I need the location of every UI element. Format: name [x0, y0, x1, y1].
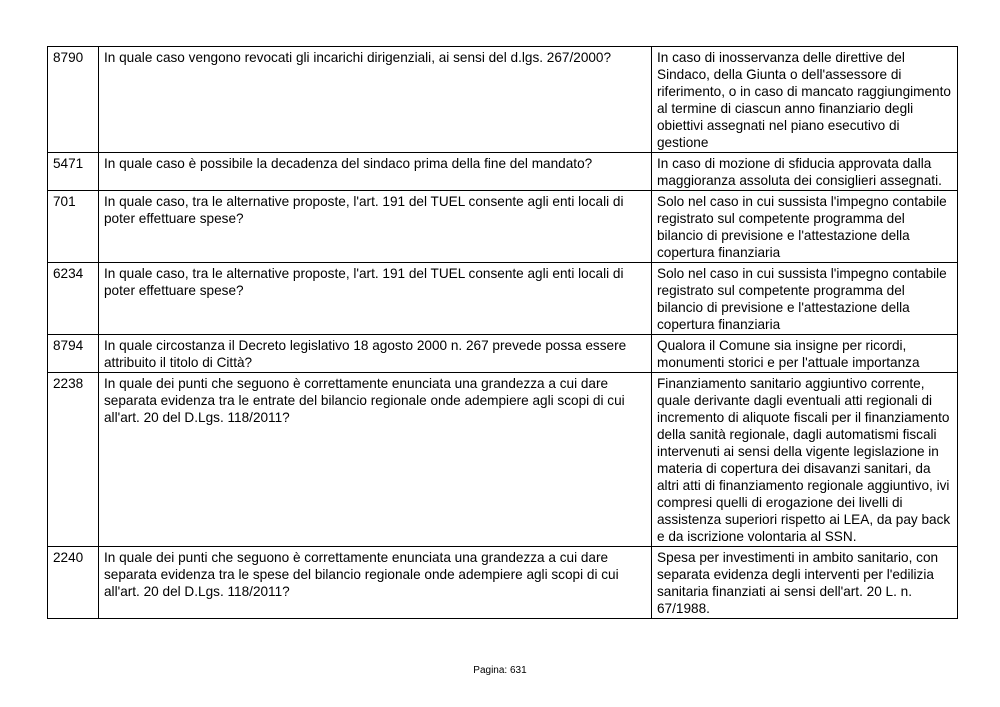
- question-text: In quale dei punti che seguono è correttamente enunciata una grandezza a cui dare separata evidenza tra le entrate del bilancio regionale onde adempiere agli scopi di cui all'art. 20 del D.Lgs. 118/2011?: [99, 373, 652, 547]
- answer-text: In caso di inosservanza delle direttive del Sindaco, della Giunta o dell'assessore di riferimento, o in caso di mancato raggiungimento al termine di ciascun anno finanziario degli obiettivi assegnati nel piano esecutivo di gestione: [652, 47, 958, 153]
- question-id: 8794: [48, 335, 99, 373]
- question-id: 701: [48, 191, 99, 263]
- table-row: [48, 47, 958, 153]
- answer-text: Spesa per investimenti in ambito sanitario, con separata evidenza degli interventi per l'edilizia sanitaria finanziati ai sensi dell'art. 20 L. n. 67/1988.: [652, 547, 958, 619]
- question-id: 5471: [48, 153, 99, 191]
- table-row: [48, 335, 958, 373]
- question-text: In quale circostanza il Decreto legislativo 18 agosto 2000 n. 267 prevede possa essere attribuito il titolo di Città?: [99, 335, 652, 373]
- question-text: In quale caso, tra le alternative proposte, l'art. 191 del TUEL consente agli enti locali di poter effettuare spese?: [99, 263, 652, 335]
- answer-text: Solo nel caso in cui sussista l'impegno contabile registrato sul competente programma del bilancio di previsione e l'attestazione della copertura finanziaria: [652, 263, 958, 335]
- question-id: 2238: [48, 373, 99, 547]
- question-text: In quale dei punti che seguono è correttamente enunciata una grandezza a cui dare separata evidenza tra le spese del bilancio regionale onde adempiere agli scopi di cui all'art. 20 del D.Lgs. 118/2011?: [99, 547, 652, 619]
- table-row: [48, 153, 958, 191]
- answer-text: Qualora il Comune sia insigne per ricordi, monumenti storici e per l'attuale importanza: [652, 335, 958, 373]
- table-row: [48, 373, 958, 547]
- question-table: [47, 46, 958, 619]
- question-text: In quale caso è possibile la decadenza del sindaco prima della fine del mandato?: [99, 153, 652, 191]
- answer-text: Solo nel caso in cui sussista l'impegno contabile registrato sul competente programma del bilancio di previsione e l'attestazione della copertura finanziaria: [652, 191, 958, 263]
- table-row: [48, 263, 958, 335]
- question-id: 8790: [48, 47, 99, 153]
- page-number: Pagina: 631: [473, 665, 527, 676]
- question-id: 6234: [48, 263, 99, 335]
- answer-text: In caso di mozione di sfiducia approvata dalla maggioranza assoluta dei consiglieri assegnati.: [652, 153, 958, 191]
- table-row: [48, 191, 958, 263]
- question-id: 2240: [48, 547, 99, 619]
- answer-text: Finanziamento sanitario aggiuntivo corrente, quale derivante dagli eventuali atti regionali di incremento di aliquote fiscali per il finanziamento della sanità regionale, dagli automatismi fiscali intervenuti ai sensi della vigente legislazione in materia di copertura dei disavanzi sanitari, da altri atti di finanziamento regionale aggiuntivo, ivi compresi quelli di erogazione dei livelli di assistenza superiori rispetto ai LEA, da pay back e da iscrizione volontaria al SSN.: [652, 373, 958, 547]
- question-text: In quale caso, tra le alternative proposte, l'art. 191 del TUEL consente agli enti locali di poter effettuare spese?: [99, 191, 652, 263]
- table-row: [48, 547, 958, 619]
- question-text: In quale caso vengono revocati gli incarichi dirigenziali, ai sensi del d.lgs. 267/2000?: [99, 47, 652, 153]
